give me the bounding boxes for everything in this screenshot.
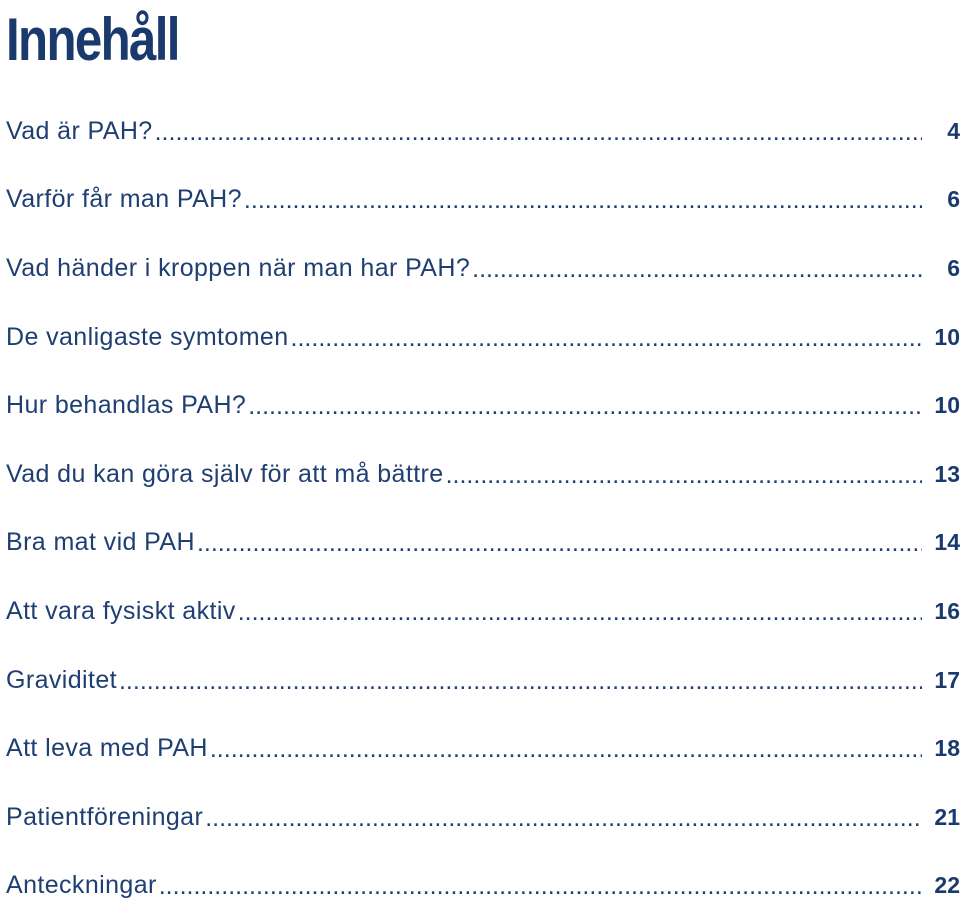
toc-entry-label: Vad händer i kroppen när man har PAH? (6, 253, 471, 282)
toc-entry-label: Varför får man PAH? (6, 185, 242, 214)
toc-entry-label: Anteckningar (6, 871, 157, 900)
toc-entry-label: Graviditet (6, 665, 117, 694)
toc-entry[interactable] (6, 97, 960, 166)
toc-entry[interactable] (6, 371, 960, 440)
toc-entry-page: 13 (934, 460, 960, 487)
toc-entry-page: 18 (934, 735, 960, 762)
page-title: Innehåll (6, 6, 179, 73)
table-of-contents (6, 97, 960, 920)
dot-leader (210, 735, 922, 764)
dot-leader (244, 186, 922, 215)
dot-leader (472, 255, 922, 284)
dot-leader (446, 461, 922, 490)
toc-entry-page: 14 (934, 529, 960, 556)
toc-entry-label: Vad du kan göra själv för att må bättre (6, 459, 444, 488)
toc-entry[interactable] (6, 714, 960, 783)
dot-leader (159, 872, 922, 901)
toc-entry-page: 6 (947, 186, 960, 213)
toc-entry[interactable] (6, 234, 960, 303)
dot-leader (155, 118, 922, 147)
toc-entry-page: 6 (947, 254, 960, 281)
toc-entry-label: Vad är PAH? (6, 116, 153, 145)
dot-leader (291, 324, 922, 353)
toc-entry-label: Patientföreningar (6, 802, 204, 831)
toc-entry[interactable] (6, 303, 960, 372)
dot-leader (197, 529, 922, 558)
dot-leader (119, 667, 922, 696)
toc-entry-label: Hur behandlas PAH? (6, 391, 247, 420)
toc-entry[interactable] (6, 577, 960, 646)
toc-entry-label: Att leva med PAH (6, 734, 208, 763)
toc-entry-page: 10 (934, 323, 960, 350)
toc-entry-label: De vanligaste symtomen (6, 322, 289, 351)
toc-entry-page: 16 (934, 597, 960, 624)
toc-entry-page: 21 (934, 803, 960, 830)
toc-entry-page: 17 (934, 666, 960, 693)
toc-entry[interactable] (6, 440, 960, 509)
toc-entry-label: Att vara fysiskt aktiv (6, 596, 236, 625)
toc-entry[interactable] (6, 783, 960, 852)
toc-entry[interactable] (6, 852, 960, 920)
dot-leader (205, 804, 922, 833)
dot-leader (238, 598, 922, 627)
toc-entry[interactable] (6, 166, 960, 235)
toc-entry-page: 4 (947, 117, 960, 144)
toc-entry[interactable] (6, 509, 960, 578)
toc-entry[interactable] (6, 646, 960, 715)
dot-leader (248, 392, 922, 421)
toc-entry-label: Bra mat vid PAH (6, 528, 195, 557)
toc-entry-page: 10 (934, 392, 960, 419)
toc-entry-page: 22 (934, 872, 960, 899)
